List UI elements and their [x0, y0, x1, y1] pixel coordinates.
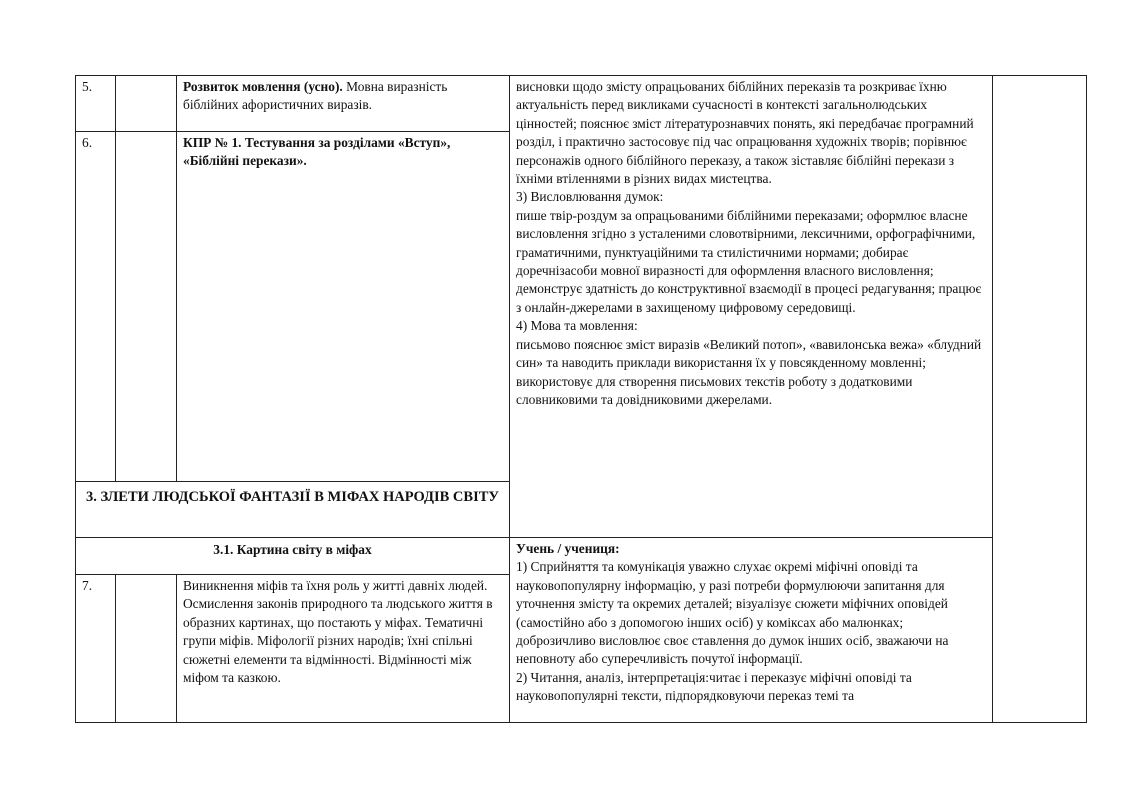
- subsection-3-1-title: 3.1. Картина світу в міфах: [76, 538, 510, 575]
- outcomes-1-paragraph-1: висновки щодо змісту опрацьованих біблійних переказів та розкриває їхню актуальність перед викликами сучасності в контексті загальнолюдських цінностей; пояснює зміст літературознавчих понять, які передбачає програмний розділ, і практично застосовує під час опрацювання художніх творів; порівнює персонажів одного біблійного переказу, а також зіставляє біблійні перекази з їхніми втіленнями в різних видах мистецтва.: [516, 79, 974, 187]
- outcomes-1-heading-3: 3) Висловлювання думок:: [516, 189, 664, 205]
- outcomes-2-paragraph-2: 2) Читання, аналіз, інтерпретація:читає і переказує міфічні оповіді та науковопопулярні тексти, підпорядковуючи переказ темі та: [516, 669, 912, 704]
- topic-cell-5: [177, 76, 510, 132]
- section-3-title: 3. ЗЛЕТИ ЛЮДСЬКОЇ ФАНТАЗІЇ В МІФАХ НАРОДІВ СВІТУ: [76, 482, 510, 538]
- date-cell-6: [116, 132, 177, 482]
- outcomes-2-heading: Учень / учениця:: [516, 541, 620, 556]
- date-cell-7: [116, 575, 177, 723]
- topic-cell-7: Виникнення міфів та їхня роль у житті давніх людей. Осмислення законів природного та людського життя в образних картинах, що постають у міфах. Тематичні групи міфів. Міфології різних народів; їхні спільні сюжетні елементи та відмінності. Відмінності між міфом та казкою.: [177, 575, 510, 723]
- lesson-number-7: 7.: [76, 575, 116, 723]
- date-cell-5: [116, 76, 177, 132]
- learning-outcomes-cell-1: [510, 76, 993, 538]
- lesson-number-5: 5.: [76, 76, 116, 132]
- learning-outcomes-cell-2: [510, 538, 993, 723]
- topic-6-bold: КПР № 1. Тестування за розділами «Вступ», «Біблійні перекази».: [183, 135, 451, 169]
- outcomes-2-paragraph-1: 1) Сприйняття та комунікація уважно слухає окремі міфічні оповіді та науковопопулярну інформацію, у разі потреби формулюючи запитання для уточнення змісту та окремих деталей; візуалізує сюжети міфічних оповідей (самостійно або з допомогою інших осіб) у коміксах або малюнках; доброзичливо висловлює своє ставлення до думок інших осіб, зважаючи на неповноту або суперечливість почутої інформації.: [516, 559, 949, 667]
- outcomes-1-paragraph-4: письмово пояснює зміст виразів «Великий потоп», «вавилонська вежа» «блудний син» та наводить приклади використання їх у повсякденному мовленні; використовує для створення письмових текстів роботу з додатковими словниковими та довідниковими джерелами.: [516, 336, 982, 407]
- curriculum-table: [75, 75, 1087, 723]
- topic-5-text: Мовна виразність біблійних афористичних виразів.: [183, 79, 448, 113]
- table-row-5: [76, 76, 1087, 132]
- outcomes-1-paragraph-3: пише твір-роздум за опрацьованими біблійними переказами; оформлює власне висловлення згідно з усталеними словотвірними, лексичними, орфографічними, граматичними, пунктуаційними та стилістичними нормами; добирає доречнізасоби мовної виразності для оформлення власного висловлення; демонструє здатність до конструктивної взаємодії в процесі редагування; працює з онлайн-джерелами в захищеному цифровому середовищі.: [516, 207, 982, 315]
- notes-column-cell: [993, 76, 1087, 723]
- outcomes-1-heading-4: 4) Мова та мовлення:: [516, 318, 638, 334]
- topic-5-bold: Розвиток мовлення (усно).: [183, 79, 343, 94]
- topic-cell-6: [177, 132, 510, 482]
- lesson-number-6: 6.: [76, 132, 116, 482]
- subsection-row: [76, 538, 1087, 575]
